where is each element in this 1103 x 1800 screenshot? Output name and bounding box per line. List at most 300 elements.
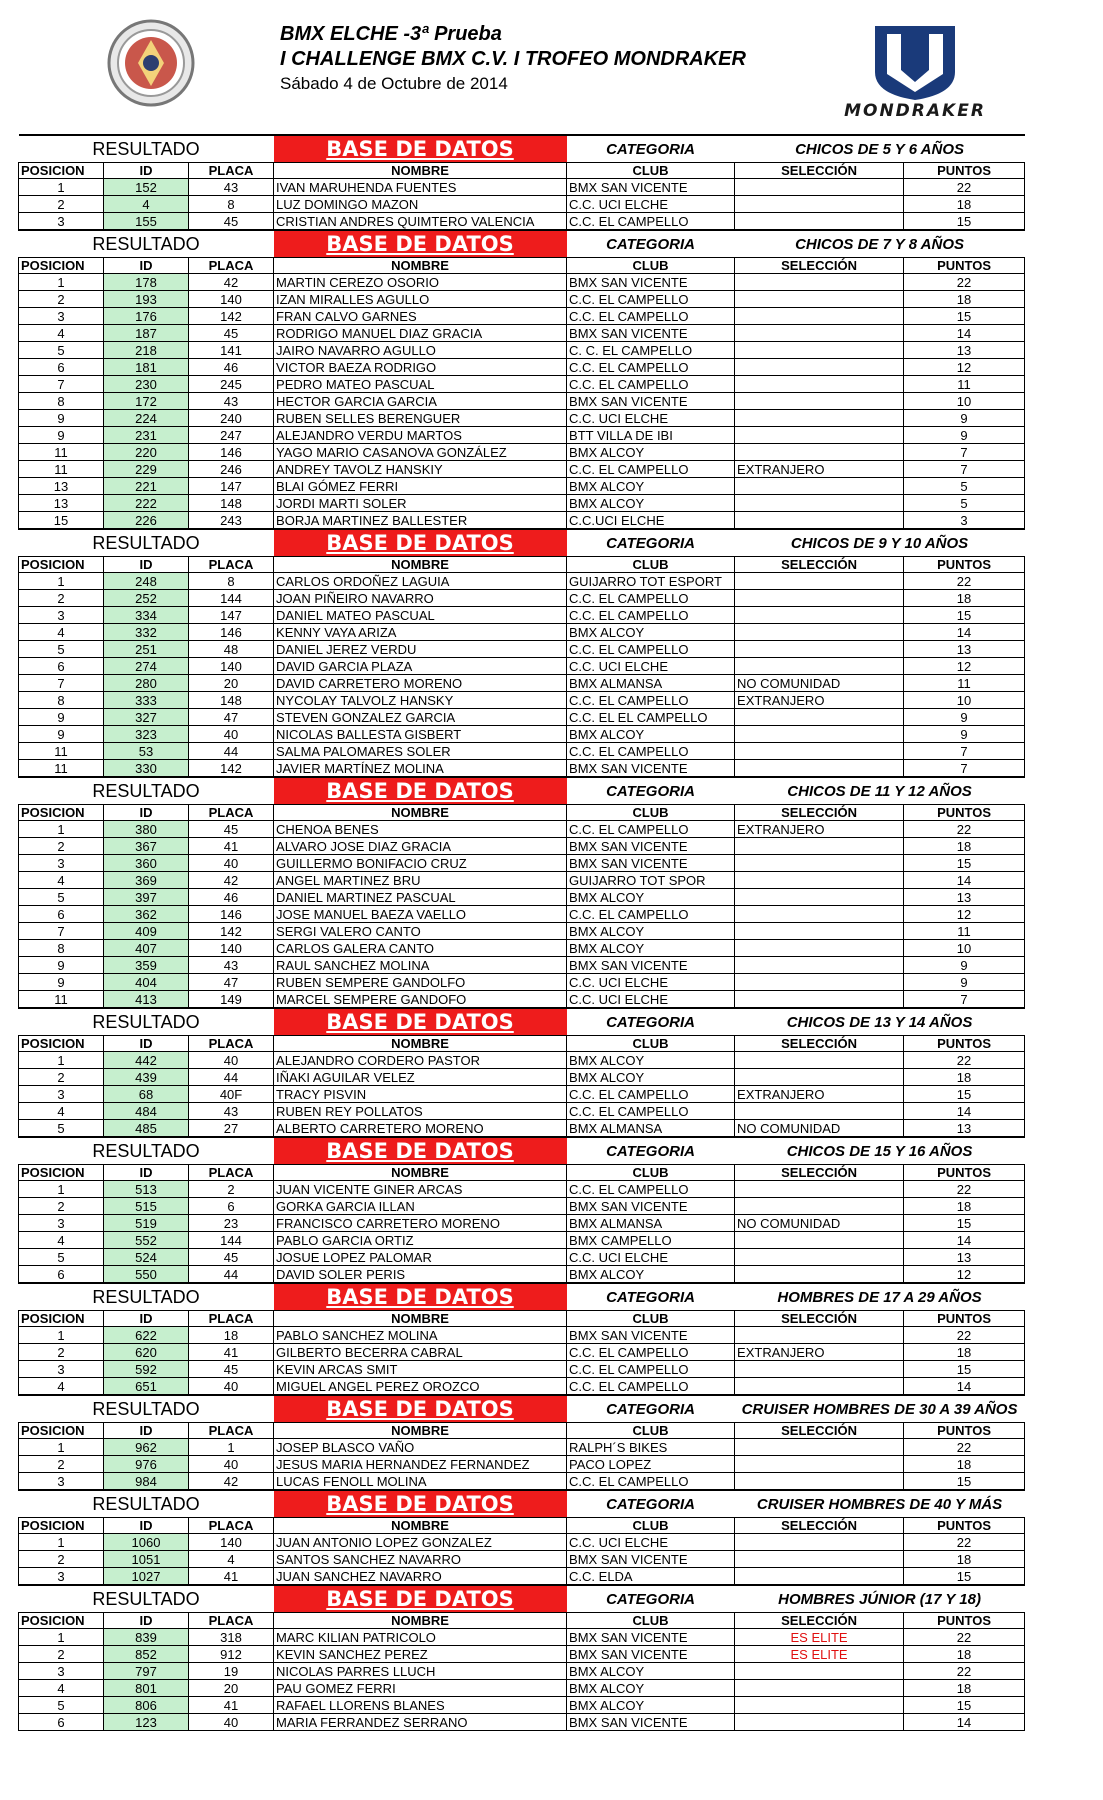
column-header-placa: PLACA	[189, 1518, 274, 1534]
seleccion-cell	[735, 940, 904, 957]
categoria-label: CATEGORIA	[567, 1008, 735, 1036]
nombre-cell: LUZ DOMINGO MAZON	[274, 196, 567, 213]
resultado-label: RESULTADO	[19, 1008, 274, 1036]
puntos-cell: 13	[904, 342, 1025, 359]
puntos-cell: 7	[904, 760, 1025, 778]
puntos-cell: 18	[904, 838, 1025, 855]
seleccion-cell	[735, 658, 904, 675]
posicion-cell: 9	[19, 410, 104, 427]
categoria-label: CATEGORIA	[567, 1137, 735, 1165]
posicion-cell: 3	[19, 308, 104, 325]
table-row	[19, 308, 1025, 325]
puntos-cell: 14	[904, 1714, 1025, 1731]
column-header-club: CLUB	[567, 1518, 735, 1534]
club-cell: BMX SAN VICENTE	[567, 1551, 735, 1568]
seleccion-cell	[735, 1714, 904, 1731]
base-de-datos-banner: BASE DE DATOS	[274, 1008, 567, 1036]
nombre-cell: RUBEN SELLES BERENGUER	[274, 410, 567, 427]
event-date: Sábado 4 de Octubre de 2014	[280, 74, 508, 93]
placa-cell: 147	[189, 478, 274, 495]
nombre-cell: HECTOR GARCIA GARCIA	[274, 393, 567, 410]
categoria-label: CATEGORIA	[567, 135, 735, 163]
puntos-cell: 14	[904, 325, 1025, 342]
id-cell: 409	[104, 923, 189, 940]
puntos-cell: 13	[904, 641, 1025, 658]
puntos-cell: 5	[904, 495, 1025, 512]
puntos-cell: 18	[904, 1456, 1025, 1473]
table-row	[19, 196, 1025, 213]
base-de-datos-banner: BASE DE DATOS	[274, 230, 567, 258]
id-cell: 248	[104, 573, 189, 590]
posicion-cell: 5	[19, 1697, 104, 1714]
nombre-cell: KENNY VAYA ARIZA	[274, 624, 567, 641]
nombre-cell: DAVID GARCIA PLAZA	[274, 658, 567, 675]
club-cell: BMX SAN VICENTE	[567, 1327, 735, 1344]
club-cell: BMX ALMANSA	[567, 675, 735, 692]
placa-cell: 40F	[189, 1086, 274, 1103]
categoria-label: CATEGORIA	[567, 1585, 735, 1613]
table-row	[19, 1249, 1025, 1266]
id-cell: 230	[104, 376, 189, 393]
club-cell: C.C. EL CAMPELLO	[567, 1086, 735, 1103]
puntos-cell: 13	[904, 889, 1025, 906]
seleccion-cell	[735, 906, 904, 923]
posicion-cell: 1	[19, 1052, 104, 1069]
placa-cell: 40	[189, 726, 274, 743]
posicion-cell: 3	[19, 855, 104, 872]
puntos-cell: 22	[904, 1534, 1025, 1551]
nombre-cell: MARTIN CEREZO OSORIO	[274, 274, 567, 291]
nombre-cell: JUAN SANCHEZ NAVARRO	[274, 1568, 567, 1586]
puntos-cell: 5	[904, 478, 1025, 495]
club-cell: C.C. EL CAMPELLO	[567, 213, 735, 231]
id-cell: 404	[104, 974, 189, 991]
club-cell: C.C. EL CAMPELLO	[567, 1344, 735, 1361]
club-cell: C.C. EL CAMPELLO	[567, 821, 735, 838]
id-cell: 407	[104, 940, 189, 957]
column-header-posicion: POSICION	[19, 163, 104, 179]
seleccion-cell: EXTRANJERO	[735, 1086, 904, 1103]
id-cell: 552	[104, 1232, 189, 1249]
puntos-cell: 3	[904, 512, 1025, 530]
categoria-label: CATEGORIA	[567, 1395, 735, 1423]
club-cell: C.C. EL CAMPELLO	[567, 376, 735, 393]
club-cell: C.C. ELDA	[567, 1568, 735, 1586]
seleccion-cell	[735, 308, 904, 325]
placa-cell: 6	[189, 1198, 274, 1215]
nombre-cell: ANGEL MARTINEZ BRU	[274, 872, 567, 889]
posicion-cell: 4	[19, 325, 104, 342]
event-subtitle: I CHALLENGE BMX C.V. I TROFEO MONDRAKER	[280, 48, 746, 70]
table-row	[19, 573, 1025, 590]
puntos-cell: 12	[904, 906, 1025, 923]
table-row	[19, 1344, 1025, 1361]
puntos-cell: 22	[904, 1327, 1025, 1344]
placa-cell: 141	[189, 342, 274, 359]
column-header-id: ID	[104, 1613, 189, 1629]
posicion-cell: 4	[19, 1680, 104, 1697]
posicion-cell: 15	[19, 512, 104, 530]
placa-cell: 140	[189, 1534, 274, 1551]
puntos-cell: 15	[904, 213, 1025, 231]
club-cell: C.C. UCI ELCHE	[567, 410, 735, 427]
column-header-row	[19, 1311, 1025, 1327]
category-title-row	[19, 1137, 1025, 1165]
club-cell: C.C.UCI ELCHE	[567, 512, 735, 530]
posicion-cell: 6	[19, 658, 104, 675]
puntos-cell: 15	[904, 1473, 1025, 1491]
club-cell: C.C. UCI ELCHE	[567, 658, 735, 675]
table-row	[19, 590, 1025, 607]
club-cell: BMX ALCOY	[567, 444, 735, 461]
seleccion-cell	[735, 1266, 904, 1284]
nombre-cell: RAUL SANCHEZ MOLINA	[274, 957, 567, 974]
nombre-cell: CHENOA BENES	[274, 821, 567, 838]
posicion-cell: 8	[19, 692, 104, 709]
posicion-cell: 5	[19, 342, 104, 359]
seleccion-cell	[735, 872, 904, 889]
seleccion-cell	[735, 1198, 904, 1215]
category-name: CHICOS DE 11 Y 12 AÑOS	[735, 777, 1025, 805]
puntos-cell: 9	[904, 957, 1025, 974]
column-header-id: ID	[104, 258, 189, 274]
placa-cell: 42	[189, 274, 274, 291]
puntos-cell: 9	[904, 410, 1025, 427]
nombre-cell: CARLOS GALERA CANTO	[274, 940, 567, 957]
seleccion-cell	[735, 607, 904, 624]
id-cell: 367	[104, 838, 189, 855]
placa-cell: 40	[189, 855, 274, 872]
column-header-seleccion: SELECCIÓN	[735, 258, 904, 274]
table-row	[19, 359, 1025, 376]
table-row	[19, 743, 1025, 760]
posicion-cell: 3	[19, 1473, 104, 1491]
club-cell: BMX SAN VICENTE	[567, 1629, 735, 1646]
puntos-cell: 12	[904, 1266, 1025, 1284]
seleccion-cell	[735, 1697, 904, 1714]
column-header-puntos: PUNTOS	[904, 1165, 1025, 1181]
id-cell: 1060	[104, 1534, 189, 1551]
id-cell: 193	[104, 291, 189, 308]
club-cell: C.C. EL CAMPELLO	[567, 641, 735, 658]
nombre-cell: RUBEN SEMPERE GANDOLFO	[274, 974, 567, 991]
seleccion-cell	[735, 274, 904, 291]
id-cell: 984	[104, 1473, 189, 1491]
id-cell: 360	[104, 855, 189, 872]
nombre-cell: NICOLAS PARRES LLUCH	[274, 1663, 567, 1680]
placa-cell: 44	[189, 1069, 274, 1086]
column-header-puntos: PUNTOS	[904, 163, 1025, 179]
club-cell: BMX ALCOY	[567, 495, 735, 512]
seleccion-cell	[735, 478, 904, 495]
column-header-club: CLUB	[567, 258, 735, 274]
club-cell: BMX SAN VICENTE	[567, 855, 735, 872]
seleccion-cell	[735, 1361, 904, 1378]
nombre-cell: VICTOR BAEZA RODRIGO	[274, 359, 567, 376]
placa-cell: 40	[189, 1378, 274, 1396]
column-header-puntos: PUNTOS	[904, 557, 1025, 573]
column-header-posicion: POSICION	[19, 258, 104, 274]
placa-cell: 19	[189, 1663, 274, 1680]
placa-cell: 246	[189, 461, 274, 478]
placa-cell: 144	[189, 590, 274, 607]
id-cell: 806	[104, 1697, 189, 1714]
placa-cell: 148	[189, 692, 274, 709]
id-cell: 485	[104, 1120, 189, 1138]
id-cell: 622	[104, 1327, 189, 1344]
club-cell: PACO LOPEZ	[567, 1456, 735, 1473]
club-cell: BMX SAN VICENTE	[567, 325, 735, 342]
resultado-label: RESULTADO	[19, 1137, 274, 1165]
table-row	[19, 1181, 1025, 1198]
placa-cell: 146	[189, 624, 274, 641]
club-cell: C.C. EL CAMPELLO	[567, 906, 735, 923]
id-cell: 592	[104, 1361, 189, 1378]
nombre-cell: JUAN VICENTE GINER ARCAS	[274, 1181, 567, 1198]
base-de-datos-banner: BASE DE DATOS	[274, 529, 567, 557]
column-header-seleccion: SELECCIÓN	[735, 1036, 904, 1052]
category-title-row	[19, 135, 1025, 163]
placa-cell: 147	[189, 607, 274, 624]
posicion-cell: 9	[19, 957, 104, 974]
base-de-datos-banner: BASE DE DATOS	[274, 777, 567, 805]
club-cell: C. C. EL CAMPELLO	[567, 342, 735, 359]
column-header-placa: PLACA	[189, 163, 274, 179]
resultado-label: RESULTADO	[19, 230, 274, 258]
posicion-cell: 9	[19, 709, 104, 726]
nombre-cell: RAFAEL LLORENS BLANES	[274, 1697, 567, 1714]
club-cell: C.C. UCI ELCHE	[567, 1534, 735, 1551]
seleccion-cell: NO COMUNIDAD	[735, 1120, 904, 1138]
id-cell: 839	[104, 1629, 189, 1646]
nombre-cell: GUILLERMO BONIFACIO CRUZ	[274, 855, 567, 872]
posicion-cell: 3	[19, 1361, 104, 1378]
category-title-row	[19, 1008, 1025, 1036]
puntos-cell: 18	[904, 1198, 1025, 1215]
id-cell: 251	[104, 641, 189, 658]
id-cell: 484	[104, 1103, 189, 1120]
nombre-cell: IVAN MARUHENDA FUENTES	[274, 179, 567, 196]
club-cell: BMX SAN VICENTE	[567, 393, 735, 410]
column-header-puntos: PUNTOS	[904, 1518, 1025, 1534]
id-cell: 797	[104, 1663, 189, 1680]
seleccion-cell	[735, 991, 904, 1009]
club-cell: BMX SAN VICENTE	[567, 838, 735, 855]
nombre-cell: BLAI GÓMEZ FERRI	[274, 478, 567, 495]
nombre-cell: DANIEL MATEO PASCUAL	[274, 607, 567, 624]
seleccion-cell	[735, 393, 904, 410]
nombre-cell: JAIRO NAVARRO AGULLO	[274, 342, 567, 359]
placa-cell: 149	[189, 991, 274, 1009]
club-cell: BMX ALCOY	[567, 1680, 735, 1697]
base-de-datos-banner: BASE DE DATOS	[274, 1395, 567, 1423]
club-cell: C.C. EL EL CAMPELLO	[567, 709, 735, 726]
club-cell: BMX ALMANSA	[567, 1120, 735, 1138]
club-cell: BMX ALCOY	[567, 1052, 735, 1069]
placa-cell: 43	[189, 179, 274, 196]
posicion-cell: 11	[19, 760, 104, 778]
id-cell: 550	[104, 1266, 189, 1284]
posicion-cell: 11	[19, 991, 104, 1009]
column-header-id: ID	[104, 557, 189, 573]
nombre-cell: SERGI VALERO CANTO	[274, 923, 567, 940]
posicion-cell: 3	[19, 213, 104, 231]
nombre-cell: BORJA MARTINEZ BALLESTER	[274, 512, 567, 530]
id-cell: 123	[104, 1714, 189, 1731]
id-cell: 152	[104, 179, 189, 196]
nombre-cell: LUCAS FENOLL MOLINA	[274, 1473, 567, 1491]
id-cell: 176	[104, 308, 189, 325]
column-header-posicion: POSICION	[19, 557, 104, 573]
placa-cell: 247	[189, 427, 274, 444]
placa-cell: 240	[189, 410, 274, 427]
nombre-cell: NYCOLAY TALVOLZ HANSKY	[274, 692, 567, 709]
puntos-cell: 22	[904, 1181, 1025, 1198]
puntos-cell: 9	[904, 974, 1025, 991]
table-row	[19, 1646, 1025, 1663]
id-cell: 333	[104, 692, 189, 709]
column-header-row	[19, 805, 1025, 821]
column-header-placa: PLACA	[189, 1036, 274, 1052]
posicion-cell: 11	[19, 444, 104, 461]
table-row	[19, 1473, 1025, 1491]
event-title-block	[280, 22, 746, 96]
puntos-cell: 14	[904, 1378, 1025, 1396]
puntos-cell: 10	[904, 393, 1025, 410]
nombre-cell: JESUS MARIA HERNANDEZ FERNANDEZ	[274, 1456, 567, 1473]
id-cell: 801	[104, 1680, 189, 1697]
placa-cell: 146	[189, 906, 274, 923]
column-header-club: CLUB	[567, 1036, 735, 1052]
posicion-cell: 3	[19, 1568, 104, 1586]
seleccion-cell	[735, 444, 904, 461]
column-header-nombre: NOMBRE	[274, 1036, 567, 1052]
posicion-cell: 1	[19, 1439, 104, 1456]
puntos-cell: 15	[904, 1215, 1025, 1232]
posicion-cell: 9	[19, 974, 104, 991]
posicion-cell: 2	[19, 838, 104, 855]
posicion-cell: 2	[19, 1198, 104, 1215]
id-cell: 68	[104, 1086, 189, 1103]
posicion-cell: 4	[19, 1103, 104, 1120]
puntos-cell: 15	[904, 308, 1025, 325]
puntos-cell: 13	[904, 1120, 1025, 1138]
table-row	[19, 325, 1025, 342]
club-cell: RALPH´S BIKES	[567, 1439, 735, 1456]
base-de-datos-banner: BASE DE DATOS	[274, 135, 567, 163]
placa-cell: 146	[189, 444, 274, 461]
seleccion-cell	[735, 889, 904, 906]
category-name: CHICOS DE 7 Y 8 AÑOS	[735, 230, 1025, 258]
column-header-club: CLUB	[567, 805, 735, 821]
categoria-label: CATEGORIA	[567, 777, 735, 805]
table-row	[19, 376, 1025, 393]
id-cell: 231	[104, 427, 189, 444]
puntos-cell: 7	[904, 743, 1025, 760]
posicion-cell: 6	[19, 1714, 104, 1731]
resultado-label: RESULTADO	[19, 1585, 274, 1613]
club-cell: C.C. UCI ELCHE	[567, 991, 735, 1009]
column-header-placa: PLACA	[189, 1613, 274, 1629]
column-header-row	[19, 1613, 1025, 1629]
table-row	[19, 512, 1025, 530]
posicion-cell: 11	[19, 461, 104, 478]
column-header-placa: PLACA	[189, 557, 274, 573]
seleccion-cell	[735, 325, 904, 342]
club-cell: BMX SAN VICENTE	[567, 957, 735, 974]
seleccion-cell	[735, 1663, 904, 1680]
nombre-cell: STEVEN GONZALEZ GARCIA	[274, 709, 567, 726]
results-sheet	[18, 134, 1024, 1731]
table-row	[19, 974, 1025, 991]
puntos-cell: 22	[904, 821, 1025, 838]
column-header-posicion: POSICION	[19, 1518, 104, 1534]
posicion-cell: 2	[19, 196, 104, 213]
seleccion-cell	[735, 957, 904, 974]
table-row	[19, 179, 1025, 196]
column-header-posicion: POSICION	[19, 1311, 104, 1327]
column-header-posicion: POSICION	[19, 1165, 104, 1181]
club-cell: C.C. UCI ELCHE	[567, 1249, 735, 1266]
placa-cell: 144	[189, 1232, 274, 1249]
results-table	[18, 134, 1025, 1731]
id-cell: 620	[104, 1344, 189, 1361]
category-title-row	[19, 1395, 1025, 1423]
nombre-cell: DAVID SOLER PERIS	[274, 1266, 567, 1284]
club-cell: BMX ALCOY	[567, 624, 735, 641]
table-row	[19, 726, 1025, 743]
club-cell: GUIJARRO TOT ESPORT	[567, 573, 735, 590]
placa-cell: 42	[189, 872, 274, 889]
column-header-seleccion: SELECCIÓN	[735, 557, 904, 573]
posicion-cell: 3	[19, 1215, 104, 1232]
table-row	[19, 889, 1025, 906]
id-cell: 369	[104, 872, 189, 889]
seleccion-cell	[735, 974, 904, 991]
table-row	[19, 393, 1025, 410]
posicion-cell: 5	[19, 1120, 104, 1138]
seleccion-cell	[735, 495, 904, 512]
column-header-id: ID	[104, 1165, 189, 1181]
table-row	[19, 1266, 1025, 1284]
column-header-nombre: NOMBRE	[274, 258, 567, 274]
placa-cell: 48	[189, 641, 274, 658]
id-cell: 513	[104, 1181, 189, 1198]
placa-cell: 912	[189, 1646, 274, 1663]
table-row	[19, 444, 1025, 461]
nombre-cell: JOSUE LOPEZ PALOMAR	[274, 1249, 567, 1266]
categoria-label: CATEGORIA	[567, 1283, 735, 1311]
column-header-id: ID	[104, 1423, 189, 1439]
placa-cell: 20	[189, 675, 274, 692]
category-name: CHICOS DE 13 Y 14 AÑOS	[735, 1008, 1025, 1036]
table-row	[19, 495, 1025, 512]
placa-cell: 243	[189, 512, 274, 530]
column-header-id: ID	[104, 1036, 189, 1052]
id-cell: 220	[104, 444, 189, 461]
placa-cell: 43	[189, 1103, 274, 1120]
category-name: CHICOS DE 15 Y 16 AÑOS	[735, 1137, 1025, 1165]
column-header-club: CLUB	[567, 1423, 735, 1439]
posicion-cell: 3	[19, 1086, 104, 1103]
seleccion-cell	[735, 641, 904, 658]
nombre-cell: PABLO SANCHEZ MOLINA	[274, 1327, 567, 1344]
posicion-cell: 1	[19, 1327, 104, 1344]
club-cell: BMX SAN VICENTE	[567, 1646, 735, 1663]
table-row	[19, 957, 1025, 974]
resultado-label: RESULTADO	[19, 777, 274, 805]
seleccion-cell	[735, 760, 904, 778]
